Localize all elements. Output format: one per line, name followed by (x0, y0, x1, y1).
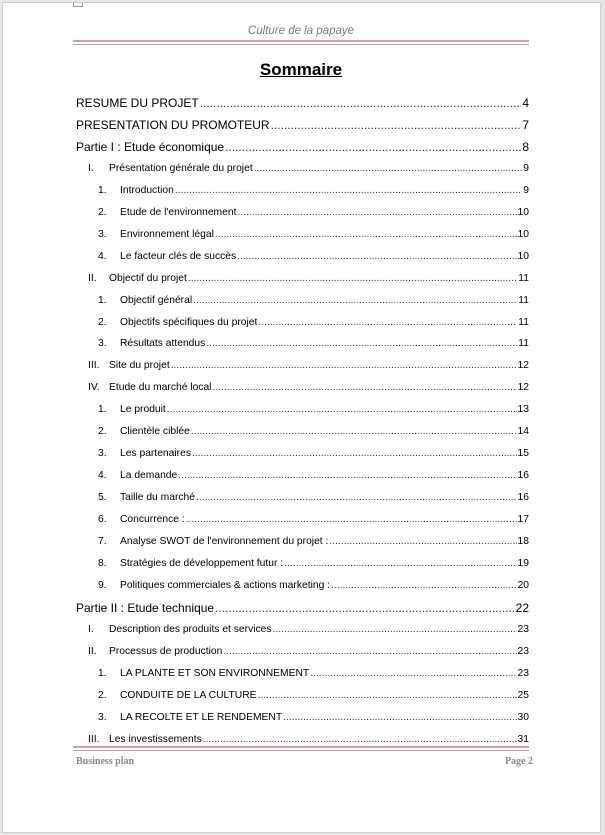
toc-entry-number: 1. (98, 404, 107, 416)
toc-entry[interactable] (98, 403, 529, 417)
toc-entry-label: Concurrence : (120, 514, 185, 526)
toc-entry-number: 2. (98, 206, 107, 218)
toc-page-number: 23 (517, 645, 529, 657)
toc-entry-number: I. (88, 162, 94, 174)
toc-page-number: 9 (523, 184, 529, 196)
toc-page-number: 8 (522, 139, 529, 154)
toc-entry[interactable] (98, 228, 529, 242)
toc-entry-label: Environnement légal (120, 228, 214, 240)
toc-entry[interactable] (76, 96, 529, 110)
toc-entry-label: CONDUITE DE LA CULTURE (120, 689, 257, 701)
toc-entry-label: RESUME DU PROJET (76, 96, 199, 110)
toc-leader-dots (200, 96, 522, 110)
toc-entry-label: Résultats attendus (120, 338, 206, 350)
toc-leader-dots (212, 381, 516, 395)
toc-entry-number: III. (88, 733, 100, 745)
toc-entry[interactable] (98, 337, 529, 351)
toc-page-number: 11 (518, 338, 529, 350)
toc-page-number: 15 (517, 448, 529, 460)
toc-entry[interactable] (98, 294, 529, 308)
toc-entry[interactable] (88, 162, 529, 176)
toc-entry-number: 4. (98, 250, 107, 262)
toc-page-number: 16 (517, 470, 529, 482)
toc-leader-dots (237, 250, 516, 264)
toc-leader-dots (215, 601, 515, 615)
toc-page-number: 11 (518, 316, 529, 328)
toc-entry-number: 2. (98, 426, 107, 438)
toc-page-number: 10 (517, 228, 529, 240)
toc-leader-dots (310, 667, 516, 681)
toc-leader-dots (206, 337, 517, 351)
toc-entry-number: 3. (98, 228, 107, 240)
toc-leader-dots (271, 118, 522, 132)
toc-entry-label: La demande (120, 470, 178, 482)
toc-page-number: 18 (517, 536, 529, 547)
toc-entry-label: Clientèle ciblée (120, 426, 190, 438)
toc-page-number: 11 (518, 272, 529, 284)
toc-leader-dots (284, 557, 516, 571)
toc-entry-number: 8. (98, 557, 107, 569)
toc-entry-label: Objectif général (120, 294, 193, 306)
toc-page-number: 9 (523, 162, 529, 174)
toc-page-number: 23 (517, 667, 529, 679)
toc-leader-dots (331, 579, 517, 593)
toc-entry-label: Etude de l'environnement (120, 206, 237, 218)
toc-page-number: 16 (517, 492, 529, 504)
toc-page-number: 14 (517, 426, 529, 438)
toc-page-number: 12 (517, 360, 529, 372)
toc-page-number: 30 (517, 711, 529, 723)
toc-entry[interactable] (98, 425, 529, 439)
text-boundary-mark (73, 3, 83, 7)
toc-entry-number: 6. (98, 514, 107, 526)
toc-entry[interactable] (98, 447, 529, 461)
toc-entry-label: PRESENTATION DU PROMOTEUR (76, 117, 270, 132)
toc-entry-number: III. (88, 360, 100, 372)
toc-entry-label: Le facteur clés de succès (120, 250, 237, 262)
toc-leader-dots (186, 513, 517, 527)
toc-entry[interactable] (98, 535, 529, 549)
toc-leader-dots (178, 469, 516, 483)
page-header: Culture de la papaye (247, 25, 355, 37)
toc-leader-dots (258, 689, 517, 703)
toc-leader-dots (223, 645, 516, 659)
toc-entry-number: 4. (98, 470, 107, 482)
toc-page-number: 23 (517, 623, 529, 635)
toc-entry-number: II. (88, 272, 97, 284)
toc-entry[interactable] (76, 118, 529, 132)
toc-entry-label: LA PLANTE ET SON ENVIRONNEMENT (120, 667, 310, 679)
toc-entry-label: Présentation générale du projet (109, 162, 253, 174)
toc-entry[interactable] (98, 206, 529, 220)
toc-entry-label: Le produit (120, 404, 166, 416)
toc-entry-label: Analyse SWOT de l'environnement du projet : (120, 536, 329, 547)
toc-entry-number: 3. (98, 448, 107, 460)
toc-entry[interactable] (98, 250, 529, 264)
toc-entry-number: 3. (98, 338, 107, 350)
toc-page-number: 13 (517, 404, 529, 416)
toc-page-number: 19 (517, 557, 529, 569)
header-rule (73, 40, 529, 45)
toc-entry[interactable] (98, 513, 529, 527)
toc-leader-dots (167, 403, 517, 417)
toc-leader-dots (196, 491, 517, 505)
toc-page-number: 10 (517, 250, 529, 262)
toc-leader-dots (225, 140, 521, 154)
toc-entry-number: 1. (98, 294, 107, 306)
footer-left: Business plan (76, 756, 135, 767)
toc-page-number: 22 (515, 600, 529, 615)
toc-entry-label: Processus de production (109, 645, 223, 657)
toc-leader-dots (283, 711, 516, 725)
toc-leader-dots (175, 184, 522, 198)
toc-entry-number: 5. (98, 492, 107, 504)
toc-page-number: 4 (522, 96, 529, 110)
toc-page-number: 12 (517, 382, 529, 394)
toc-entry-label: Site du projet (109, 360, 170, 372)
toc-entry-label: Partie II : Etude technique (76, 600, 215, 615)
toc-entry-number: 2. (98, 689, 107, 701)
toc-page-number: 11 (518, 294, 529, 306)
toc-entry-label: LA RECOLTE ET LE RENDEMENT (120, 711, 283, 723)
toc-entry[interactable] (76, 601, 529, 615)
toc-entry[interactable] (98, 316, 529, 330)
toc-entry-label: Les partenaires (120, 448, 191, 460)
toc-entry[interactable] (98, 469, 529, 483)
toc-leader-dots (273, 623, 517, 637)
footer-page-number: Page 2 (504, 756, 533, 767)
toc-entry-number: 2. (98, 316, 107, 328)
toc-entry-number: IV. (88, 382, 100, 394)
toc-entry-label: Etude du marché local (109, 382, 212, 394)
toc-entry[interactable] (88, 645, 529, 659)
footer-rule (73, 746, 529, 751)
toc-entry-number: II. (88, 645, 97, 657)
toc-entry-number: 3. (98, 711, 107, 723)
toc-leader-dots (329, 535, 516, 549)
toc-entry[interactable] (98, 711, 529, 725)
toc-entry[interactable] (88, 272, 529, 286)
toc-entry[interactable] (88, 733, 529, 747)
toc-entry-label: Taille du marché (120, 492, 195, 504)
toc-entry-label: Description des produits et services (109, 623, 272, 635)
toc-page-number: 7 (522, 117, 529, 132)
toc-title: Sommaire (259, 60, 343, 79)
toc-entry-label: Politiques commerciales & actions marketing : (120, 579, 331, 591)
toc-entry[interactable] (88, 381, 529, 395)
toc-entry[interactable] (98, 667, 529, 681)
toc-entry[interactable] (88, 623, 529, 637)
toc-entry-number: 7. (98, 536, 107, 547)
toc-leader-dots (192, 447, 517, 461)
toc-entry-label: Introduction (120, 184, 174, 196)
toc-leader-dots (203, 733, 517, 747)
toc-entry[interactable] (98, 184, 529, 198)
toc-leader-dots (258, 316, 517, 330)
toc-entry[interactable] (76, 140, 529, 154)
toc-leader-dots (188, 272, 517, 286)
toc-entry-number: 9. (98, 579, 107, 591)
toc-leader-dots (215, 228, 517, 242)
toc-entry-number: I. (88, 623, 94, 635)
toc-page-number: 31 (517, 733, 529, 745)
toc-leader-dots (254, 162, 523, 176)
toc-page-number: 20 (517, 579, 529, 591)
toc-entry[interactable] (88, 359, 529, 373)
toc-entry[interactable] (98, 689, 529, 703)
toc-leader-dots (191, 425, 517, 439)
toc-leader-dots (171, 359, 517, 373)
toc-entry[interactable] (98, 491, 529, 505)
toc-entry[interactable] (98, 579, 529, 593)
toc-entry-label: Objectifs spécifiques du projet (120, 316, 258, 328)
toc-page-number: 10 (517, 206, 529, 218)
toc-entry-label: Les investissements (109, 733, 202, 745)
toc-leader-dots (237, 206, 516, 220)
toc-entry-number: 1. (98, 667, 107, 679)
toc-leader-dots (193, 294, 517, 308)
toc-entry-label: Stratégies de développement futur : (120, 557, 284, 569)
toc-page-number: 17 (517, 514, 529, 526)
toc-entry-label: Partie I : Etude économique (76, 139, 225, 154)
toc-entry[interactable] (98, 557, 529, 571)
toc-page-number: 25 (517, 689, 529, 701)
toc-entry-label: Objectif du projet (109, 272, 187, 284)
toc-entry-number: 1. (98, 184, 107, 196)
